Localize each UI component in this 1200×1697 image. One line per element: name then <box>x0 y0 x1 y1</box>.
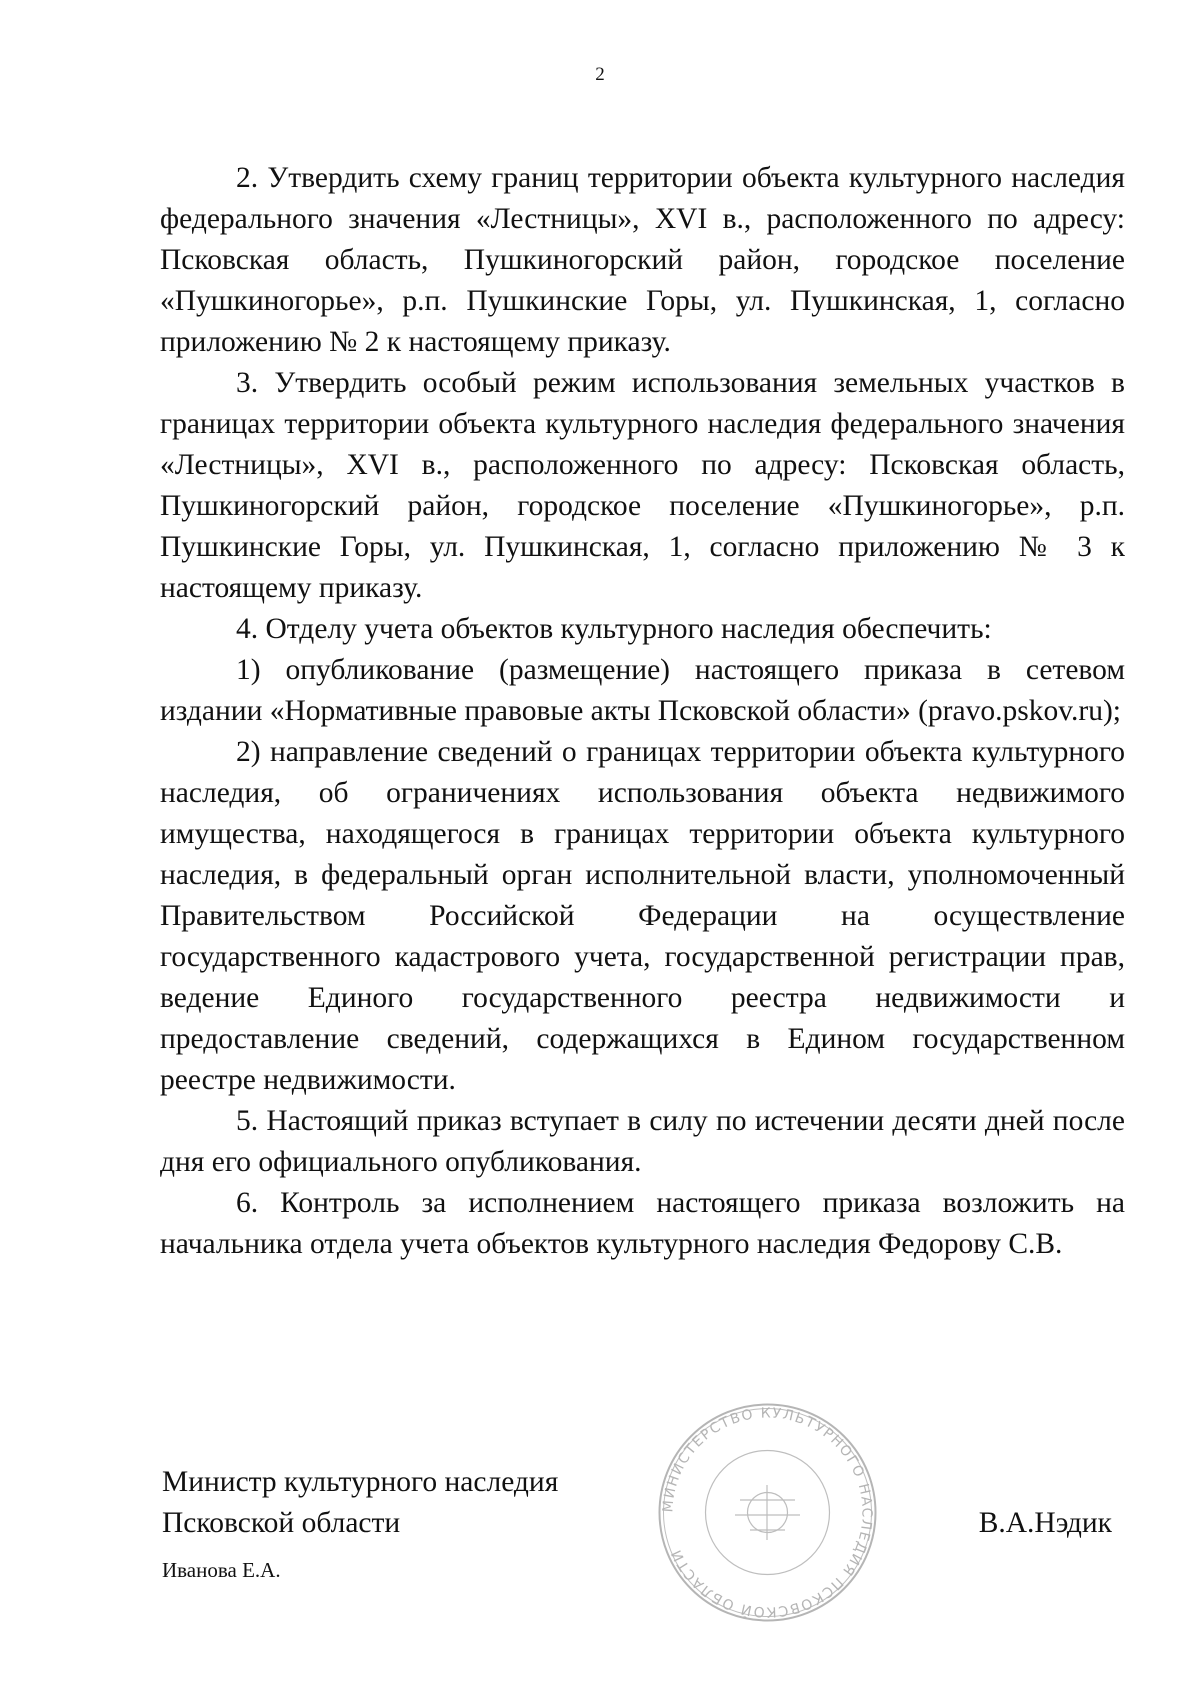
signatory-position-line1: Министр культурного наследия <box>162 1466 559 1498</box>
paragraph-3: 3. Утвердить особый режим использования земельных участков в границах территории объекта культурного наследия федерального значения «Лестницы», XVI в., расположенного по адресу: Псковская область, Пушкиногорский район, городское поселение «Пушкиногорье», р.п. Пушкинские Горы, ул. Пушкинская, 1, согласно приложению № 3 к настоящему приказу. <box>160 367 1125 604</box>
page-number: 2 <box>595 64 605 85</box>
paragraph-5: 5. Настоящий приказ вступает в силу по истечении десяти дней после дня его официального опубликования. <box>160 1105 1125 1178</box>
signatory-name: В.А.Нэдик <box>978 1507 1112 1539</box>
paragraph-4-item-2: 2) направление сведений о границах территории объекта культурного наследия, об ограничениях использования объекта недвижимого имущества, находящегося в границах территории объекта культурного наследия, в федеральный орган исполнительной власти, уполномоченный Правительством Российской Федерации на осуществление государственного кадастрового учета, государственной регистрации прав, ведение Единого государственного реестра недвижимости и предоставление сведений, содержащихся в Едином государственном реестре недвижимости. <box>160 736 1125 1096</box>
seal-text: МИНИСТЕРСТВО КУЛЬТУРНОГО НАСЛЕДИЯ ПСКОВСКОЙ ОБЛАСТИ <box>660 1405 875 1620</box>
signature-block <box>162 1462 1122 1591</box>
document-body <box>160 158 1125 1265</box>
executor-name: Иванова Е.А. <box>162 1558 281 1582</box>
paragraph-4: 4. Отделу учета объектов культурного наследия обеспечить: <box>236 613 992 645</box>
paragraph-4-item-1: 1) опубликование (размещение) настоящего приказа в сетевом издании «Нормативные правовые акты Псковской области» (pravo.pskov.ru); <box>160 654 1125 727</box>
signatory-position-line2: Псковской области <box>162 1507 401 1539</box>
paragraph-2: 2. Утвердить схему границ территории объекта культурного наследия федерального значения «Лестницы», XVI в., расположенного по адресу: Псковская область, Пушкиногорский район, городское поселение «Пушкиногорье», р.п. Пушкинские Горы, ул. Пушкинская, 1, согласно приложению № 2 к настоящему приказу. <box>160 162 1125 358</box>
paragraph-6: 6. Контроль за исполнением настоящего приказа возложить на начальника отдела учета объектов культурного наследия Федорову С.В. <box>160 1187 1125 1260</box>
